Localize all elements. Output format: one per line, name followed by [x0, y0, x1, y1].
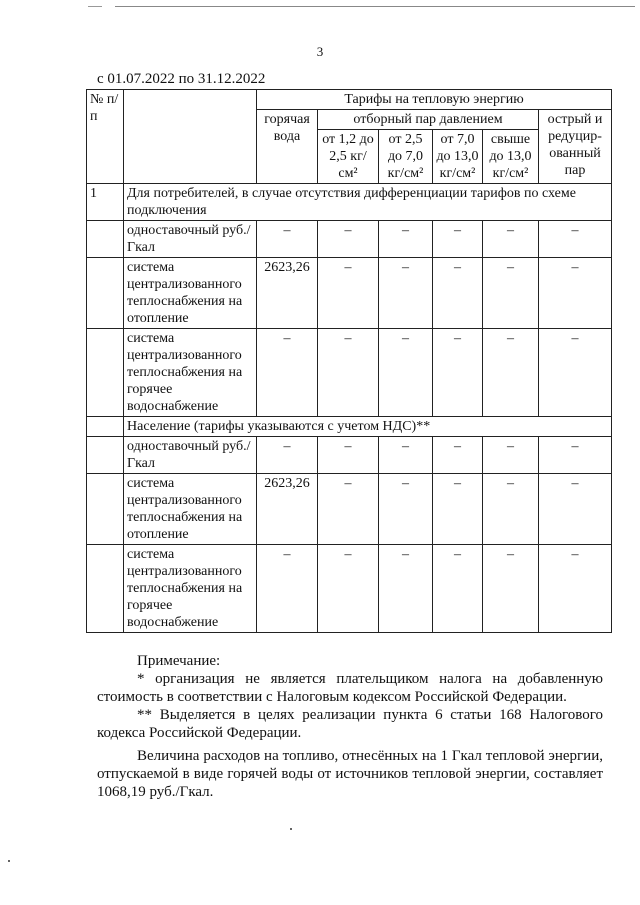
empty-tariff-dash: – — [379, 437, 433, 474]
period-heading: с 01.07.2022 по 31.12.2022 — [97, 71, 266, 87]
notes-title: Примечание: — [137, 653, 221, 669]
page-number: 3 — [316, 44, 324, 59]
row-label: система централизованного теплоснабжения на горячее водоснабжение — [124, 545, 257, 633]
row-label: одноставочный руб./Гкал — [124, 221, 257, 258]
empty-tariff-dash: – — [318, 437, 379, 474]
empty-tariff-dash: – — [379, 545, 433, 633]
empty-tariff-dash: – — [483, 545, 539, 633]
table-row — [87, 437, 612, 474]
empty-tariff-dash: – — [379, 221, 433, 258]
empty-tariff-dash: – — [318, 258, 379, 329]
table-row — [87, 329, 612, 417]
hot-water-value: – — [257, 437, 318, 474]
header-pressure-3: от 7,0 до 13,0 кг/см² — [433, 130, 483, 184]
empty-tariff-dash: – — [483, 329, 539, 417]
hot-water-value: – — [257, 545, 318, 633]
row-label: система централизованного теплоснабжения на отопление — [124, 474, 257, 545]
header-no: № п/п — [87, 90, 124, 184]
empty-tariff-dash: – — [433, 258, 483, 329]
note-vat-payer: * организация не является плательщиком налога на добавленную стоимость в соответствии с Налоговым кодексом Российской Федерации. — [97, 671, 603, 705]
row-number-blank — [87, 258, 124, 329]
scan-speck — [290, 828, 292, 830]
hot-water-value: 2623,26 — [257, 258, 318, 329]
row-label: система централизованного теплоснабжения на горячее водоснабжение — [124, 329, 257, 417]
empty-tariff-dash: – — [379, 474, 433, 545]
hot-water-value: – — [257, 221, 318, 258]
empty-tariff-dash: – — [433, 437, 483, 474]
section-row — [87, 417, 612, 437]
header-blank — [124, 90, 257, 184]
empty-tariff-dash: – — [539, 474, 612, 545]
row-number-blank — [87, 545, 124, 633]
table-row — [87, 545, 612, 633]
tariff-table — [86, 89, 612, 633]
note-fuel-cost: Величина расходов на топливо, отнесённых на 1 Гкал тепловой энергии, отпускаемой в виде горячей воды от источников тепловой энергии, составляет 1068,19 руб./Гкал. — [97, 748, 603, 800]
empty-tariff-dash: – — [483, 474, 539, 545]
row-number-blank — [87, 329, 124, 417]
row-number-blank — [87, 474, 124, 545]
section-number: 1 — [87, 184, 124, 221]
row-label: система централизованного теплоснабжения на отопление — [124, 258, 257, 329]
empty-tariff-dash: – — [483, 437, 539, 474]
empty-tariff-dash: – — [483, 221, 539, 258]
empty-tariff-dash: – — [318, 221, 379, 258]
header-hot-water: горячая вода — [257, 110, 318, 184]
table-row — [87, 221, 612, 258]
scan-speck — [8, 860, 10, 862]
header-tariffs: Тарифы на тепловую энергию — [257, 90, 612, 110]
table-row — [87, 258, 612, 329]
empty-tariff-dash: – — [539, 221, 612, 258]
hot-water-value: – — [257, 329, 318, 417]
empty-tariff-dash: – — [483, 258, 539, 329]
notes-block — [97, 652, 603, 801]
header-pressure-4: свыше до 13,0 кг/см² — [483, 130, 539, 184]
empty-tariff-dash: – — [539, 329, 612, 417]
empty-tariff-dash: – — [433, 221, 483, 258]
section-title: Для потребителей, в случае отсутствия дифференциации тарифов по схеме подключения — [124, 184, 612, 221]
empty-tariff-dash: – — [539, 258, 612, 329]
empty-tariff-dash: – — [433, 474, 483, 545]
row-number-blank — [87, 437, 124, 474]
empty-tariff-dash: – — [318, 545, 379, 633]
top-tick-mark — [88, 6, 102, 7]
header-row-1 — [87, 90, 612, 110]
section-row — [87, 184, 612, 221]
empty-tariff-dash: – — [539, 545, 612, 633]
section-number — [87, 417, 124, 437]
header-sharp-steam: острый и редуцир-ованный пар — [539, 110, 612, 184]
table-row — [87, 474, 612, 545]
header-pressure-2: от 2,5 до 7,0 кг/см² — [379, 130, 433, 184]
hot-water-value: 2623,26 — [257, 474, 318, 545]
top-rule — [115, 6, 635, 7]
empty-tariff-dash: – — [433, 545, 483, 633]
header-extraction-steam: отборный пар давлением — [318, 110, 539, 130]
empty-tariff-dash: – — [318, 474, 379, 545]
empty-tariff-dash: – — [318, 329, 379, 417]
empty-tariff-dash: – — [379, 329, 433, 417]
header-pressure-1: от 1,2 до 2,5 кг/см² — [318, 130, 379, 184]
empty-tariff-dash: – — [379, 258, 433, 329]
row-number-blank — [87, 221, 124, 258]
row-label: одноставочный руб./Гкал — [124, 437, 257, 474]
empty-tariff-dash: – — [433, 329, 483, 417]
empty-tariff-dash: – — [539, 437, 612, 474]
note-vat-allocated: ** Выделяется в целях реализации пункта 6 статьи 168 Налогового кодекса Российской Федерации. — [97, 707, 603, 741]
section-title: Население (тарифы указываются с учетом НДС)** — [124, 417, 612, 437]
